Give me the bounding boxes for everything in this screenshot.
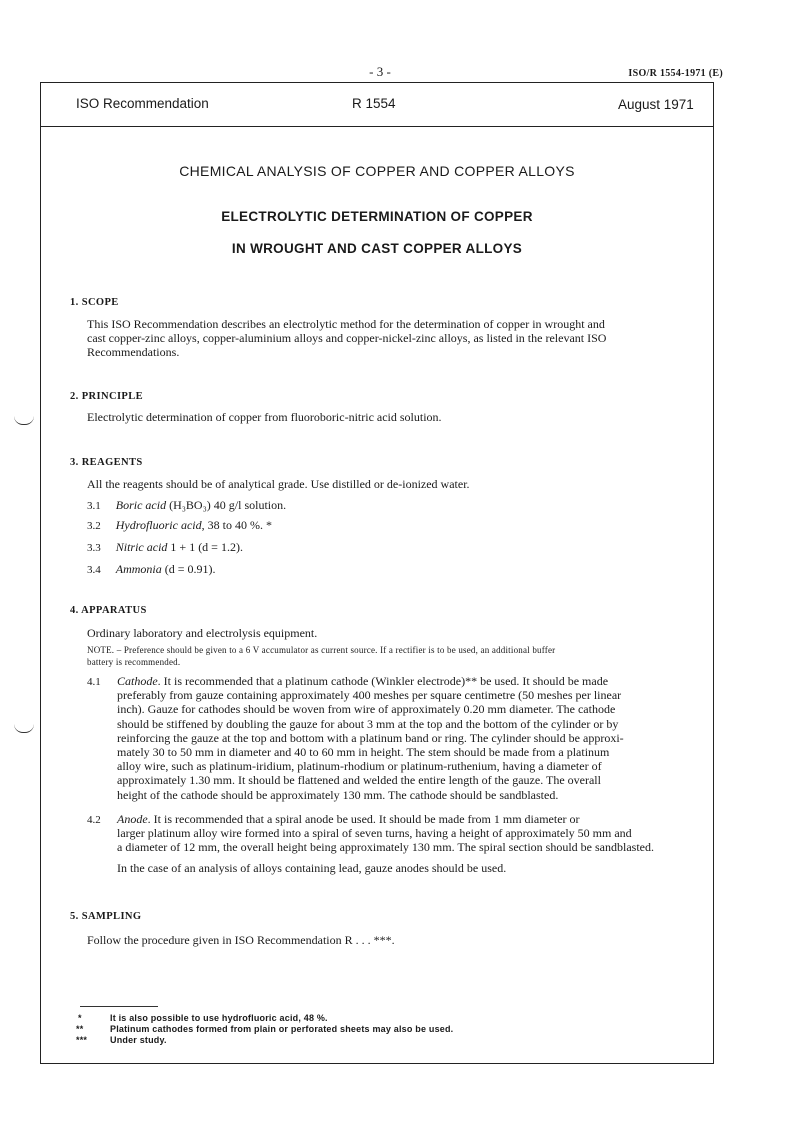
binding-mark <box>14 416 34 425</box>
reagent-number: 3.4 <box>87 564 101 576</box>
reagent-name: Nitric acid <box>115 540 168 554</box>
reagent-spec: , 38 to 40 %. * <box>201 518 272 532</box>
text-span: . It is recommended that a spiral anode be used. It should be made from 1 mm diameter or <box>147 812 580 826</box>
footnote-text: Platinum cathodes formed from plain or perforated sheets may also be used. <box>110 1024 454 1034</box>
reagent-name: Boric acid <box>115 498 167 512</box>
apparatus-intro: Ordinary laboratory and electrolysis equipment. <box>87 626 318 640</box>
section-heading-principle: 2. PRINCIPLE <box>70 391 144 402</box>
reagent-item <box>87 562 216 577</box>
binding-mark <box>14 724 34 733</box>
reagent-name: Ammonia <box>115 562 162 576</box>
text-line: reinforcing the gauze at the top and bottom with a platinum band or ring. The cylinder should be approxi- <box>117 730 624 745</box>
footnote-divider <box>80 1006 158 1007</box>
text-line: alloy wire, such as platinum-iridium, platinum-rhodium or platinum-ruthenium, having a diameter of <box>117 759 602 774</box>
reagent-number: 3.3 <box>87 542 101 554</box>
text-line <box>117 674 624 688</box>
cathode-number: 4.1 <box>87 676 101 688</box>
footnote-mark: *** <box>76 1035 88 1045</box>
header-iso-recommendation: ISO Recommendation <box>76 96 209 111</box>
footnote-text: It is also possible to use hydrofluoric acid, 48 %. <box>110 1013 328 1023</box>
text-line: preferably from gauze containing approximately 400 meshes per square centimetre (50 meshes per linear <box>117 688 622 703</box>
anode-lead-note: In the case of an analysis of alloys containing lead, gauze anodes should be used. <box>117 861 507 875</box>
text-line: approximately 1.30 mm. It should be flattened and welded the entire length of the gauze. The overall <box>117 773 601 788</box>
text-line: This ISO Recommendation describes an electrolytic method for the determination of copper in wrought and <box>87 317 605 331</box>
reagent-item <box>87 498 286 513</box>
text-line: mately 30 to 50 mm in diameter and 40 to 60 mm in height. The stem should be made from a platinum <box>117 745 610 760</box>
anode-term: Anode <box>117 812 148 826</box>
section-heading-sampling: 5. SAMPLING <box>70 911 142 922</box>
footnote-mark: * <box>78 1013 82 1023</box>
apparatus-note <box>87 645 555 668</box>
text-line: height of the cathode should be approximately 130 mm. The cathode should be sandblasted. <box>117 787 559 802</box>
section-heading-scope: 1. SCOPE <box>70 297 119 308</box>
reagent-item <box>87 518 272 533</box>
note-line: NOTE. – Preference should be given to a 6 V accumulator as current source. If a rectifier is to be used, an additional buffer <box>87 645 556 655</box>
header-divider <box>40 126 714 127</box>
reagent-number: 3.1 <box>87 500 101 512</box>
text-line: a diameter of 12 mm, the overall height being approximately 130 mm. The spiral section should be sandblasted. <box>117 840 654 855</box>
reagent-item <box>87 540 243 555</box>
header-recommendation-number: R 1554 <box>352 96 396 111</box>
text-line: cast copper-zinc alloys, copper-aluminium alloys and copper-nickel-zinc alloys, as listed in the relevant ISO <box>87 331 607 346</box>
page-number: - 3 - <box>369 64 391 79</box>
reagent-spec: (d = 0.91). <box>161 562 216 576</box>
reagent-spec: 1 + 1 (d = 1.2). <box>167 540 243 554</box>
text-span: . It is recommended that a platinum cathode (Winkler electrode)** be used. It should be made <box>157 674 609 688</box>
section-heading-reagents: 3. REAGENTS <box>70 457 143 468</box>
text-line: Recommendations. <box>87 345 180 360</box>
text-line: inch). Gauze for cathodes should be woven from wire of approximately 0.20 mm diameter. The cathode <box>117 702 616 717</box>
reagent-spec: (H₃BO₃) 40 g/l solution. <box>166 498 287 512</box>
anode-paragraph <box>117 812 654 855</box>
cathode-term: Cathode <box>117 674 158 688</box>
footnote-mark: ** <box>76 1024 84 1034</box>
text-line: should be stiffened by doubling the gauze for about 3 mm at the top and the bottom of the cylinder or by <box>117 716 619 731</box>
reagents-intro: All the reagents should be of analytical grade. Use distilled or de-ionized water. <box>87 477 470 491</box>
document-title: CHEMICAL ANALYSIS OF COPPER AND COPPER ALLOYS <box>179 163 575 179</box>
footnote-text: Under study. <box>110 1035 167 1045</box>
text-line <box>117 812 654 826</box>
header-date: August 1971 <box>618 97 694 112</box>
section-heading-apparatus: 4. APPARATUS <box>70 605 147 616</box>
note-line: battery is recommended. <box>87 656 181 667</box>
sampling-text: Follow the procedure given in ISO Recommendation R . . . ***. <box>87 933 395 947</box>
reagent-name: Hydrofluoric acid <box>115 518 202 532</box>
document-subtitle-line-2: IN WROUGHT AND CAST COPPER ALLOYS <box>231 241 523 256</box>
document-subtitle-line-1: ELECTROLYTIC DETERMINATION OF COPPER <box>221 209 533 224</box>
scope-paragraph <box>87 317 606 360</box>
cathode-paragraph <box>117 674 624 802</box>
text-line: larger platinum alloy wire formed into a spiral of seven turns, having a height of approximately 50 mm and <box>117 826 632 841</box>
reagent-number: 3.2 <box>87 520 101 532</box>
anode-number: 4.2 <box>87 814 101 826</box>
principle-text: Electrolytic determination of copper from fluoroboric-nitric acid solution. <box>87 410 442 424</box>
document-reference: ISO/R 1554-1971 (E) <box>628 68 723 79</box>
